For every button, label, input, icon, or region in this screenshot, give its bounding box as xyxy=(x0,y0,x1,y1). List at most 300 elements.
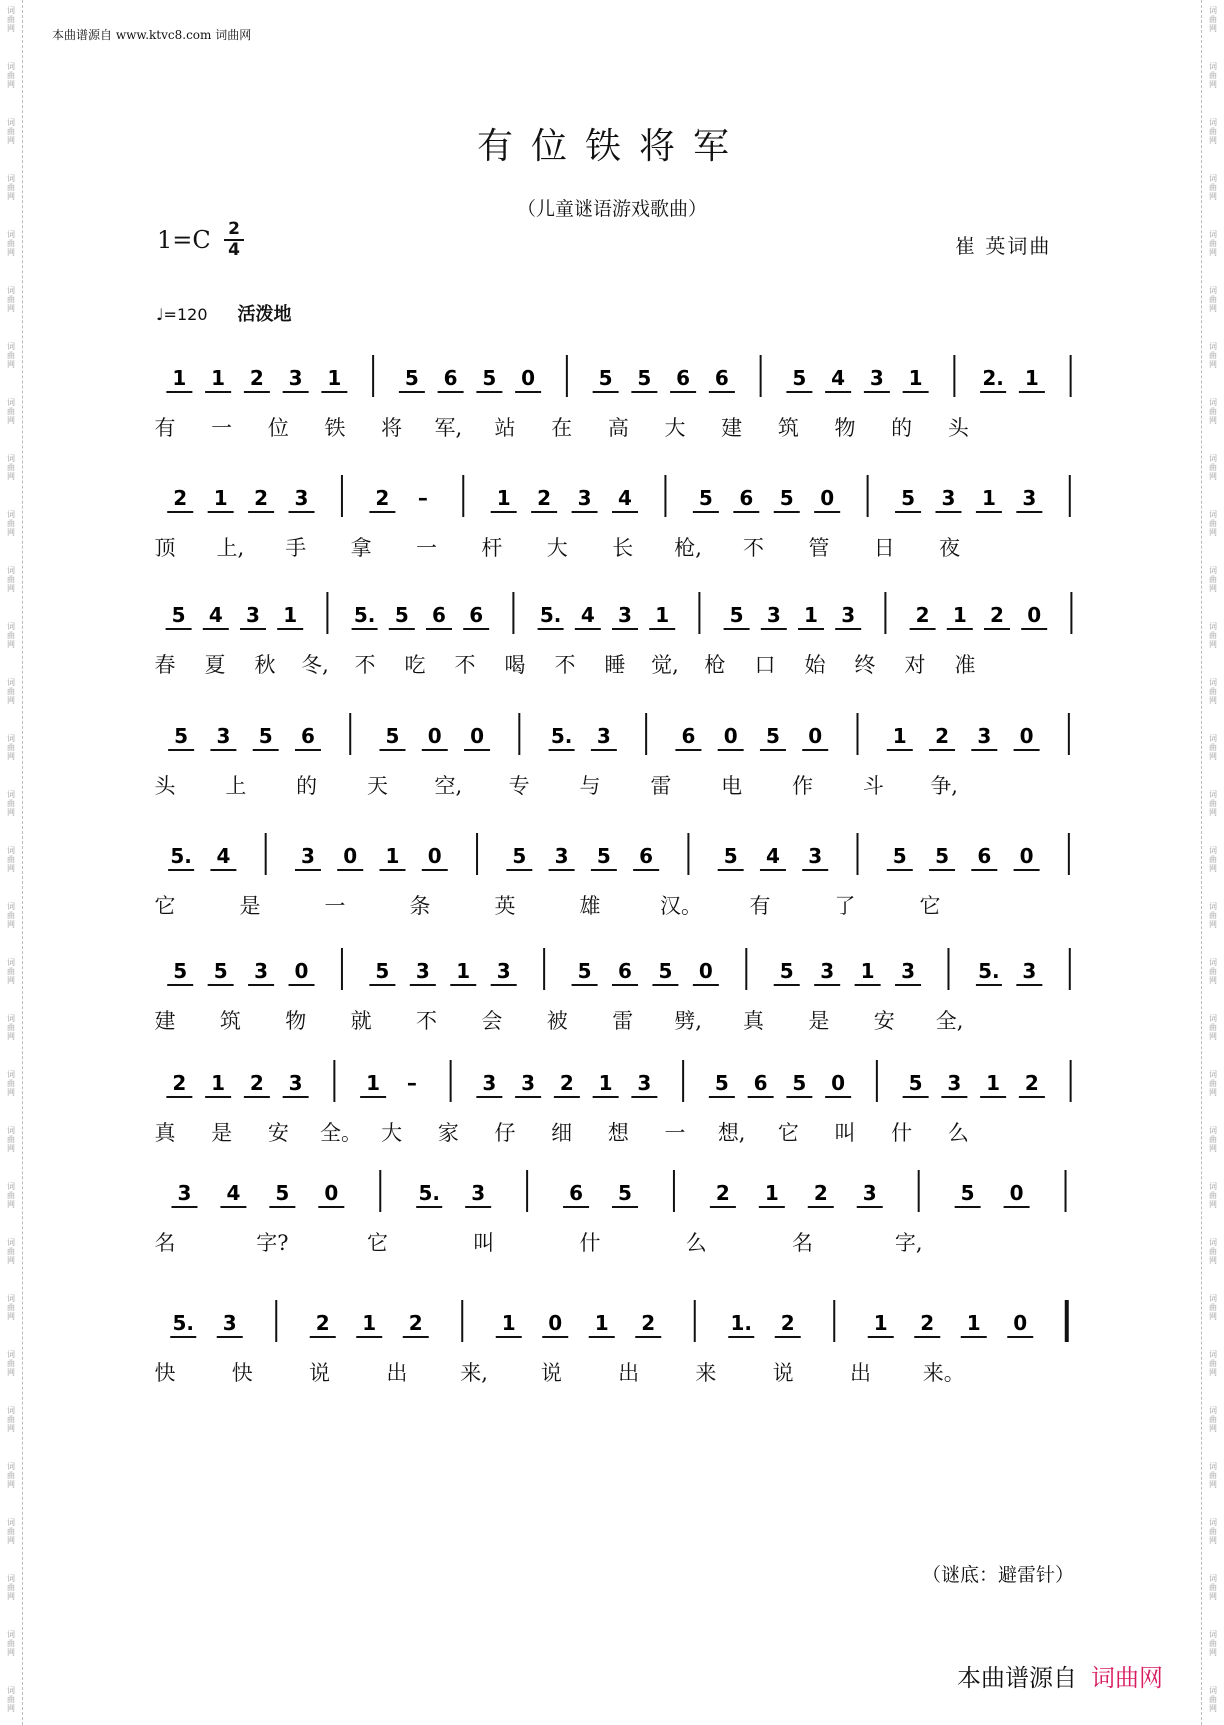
right-watermark-strip xyxy=(1201,0,1224,1725)
note: 4 xyxy=(618,486,632,510)
lyric-char: 冬, xyxy=(301,653,329,677)
note: 2 xyxy=(408,1311,423,1335)
notation-line xyxy=(150,948,1090,998)
lyric-char: 喝 xyxy=(504,653,526,677)
lyric-char: 建 xyxy=(721,416,743,440)
watermark-text: 词 曲 网 xyxy=(7,1238,15,1265)
watermark-text: 词 曲 网 xyxy=(1209,510,1217,537)
note: 0 xyxy=(1013,1311,1028,1335)
lyric-char: 出 xyxy=(386,1361,408,1385)
lyric-char: 安 xyxy=(267,1121,289,1145)
notation-line xyxy=(150,833,1090,883)
note: 3 xyxy=(288,1071,303,1095)
lyric-char: 斗 xyxy=(862,774,884,798)
note: 1 xyxy=(860,959,875,983)
lyric-char: 枪 xyxy=(704,653,726,677)
lyric-char: 全。 xyxy=(320,1121,362,1145)
note: 6 xyxy=(714,366,729,390)
lyric-char: 仔 xyxy=(494,1121,516,1145)
lyric-char: 枪, xyxy=(674,536,702,560)
note: 5 xyxy=(577,959,592,983)
lyric-char: 安 xyxy=(873,1009,895,1033)
note: 3 xyxy=(177,1181,192,1205)
note: 0 xyxy=(427,724,442,748)
time-signature xyxy=(224,219,244,260)
score-system xyxy=(150,1170,1090,1255)
watermark-text: 词 曲 网 xyxy=(7,342,15,369)
lyric-char: 日 xyxy=(873,536,895,560)
note: 1 xyxy=(594,1311,609,1335)
note: 1 xyxy=(501,1311,516,1335)
lyric-char: 不 xyxy=(554,653,576,677)
note: 6 xyxy=(739,486,754,510)
lyric-char: 一 xyxy=(324,894,346,918)
note: 5 xyxy=(404,366,419,390)
note: 1 xyxy=(213,486,228,510)
left-watermark-strip xyxy=(0,0,23,1725)
note: 1 xyxy=(598,1071,613,1095)
note: 0 xyxy=(470,724,485,748)
note: 6 xyxy=(676,366,691,390)
note: 3 xyxy=(554,844,569,868)
watermark-text: 词 曲 网 xyxy=(1209,1070,1217,1097)
watermark-text: 词 曲 网 xyxy=(7,1182,15,1209)
note: 5 xyxy=(596,844,611,868)
lyric-char: 建 xyxy=(154,1009,176,1033)
note: 0 xyxy=(831,1071,846,1095)
lyric-char: 它 xyxy=(154,894,176,918)
lyric-char: 手 xyxy=(285,536,307,560)
note: 3 xyxy=(941,486,956,510)
watermark-text: 词 曲 网 xyxy=(1209,1126,1217,1153)
tempo-bpm: =120 xyxy=(163,305,208,324)
lyric-char: 始 xyxy=(804,653,826,677)
lyric-char: 大 xyxy=(546,536,568,560)
lyric-char: 与 xyxy=(579,774,601,798)
score-system xyxy=(150,475,1090,560)
note: 5. xyxy=(539,603,562,627)
tempo-mood: 活泼地 xyxy=(237,304,292,325)
note: 5. xyxy=(978,959,1000,983)
score-system xyxy=(150,948,1090,1033)
note: 1 xyxy=(1024,366,1039,390)
watermark-text: 词 曲 网 xyxy=(7,398,15,425)
note: 5. xyxy=(170,844,192,868)
note: 6 xyxy=(753,1071,768,1095)
note: 5 xyxy=(385,724,400,748)
watermark-text: 词 曲 网 xyxy=(7,1686,15,1713)
note: 4 xyxy=(831,366,846,390)
note: 2 xyxy=(559,1071,574,1095)
note: 3 xyxy=(471,1181,486,1205)
lyric-char: 来, xyxy=(460,1361,488,1385)
watermark-text: 词 曲 网 xyxy=(7,622,15,649)
note: 3 xyxy=(869,366,884,390)
note: 3 xyxy=(222,1311,237,1335)
note: 5 xyxy=(935,844,950,868)
lyric-char: 就 xyxy=(350,1009,372,1033)
note: 5 xyxy=(658,959,673,983)
note: – xyxy=(417,486,428,510)
note: 2 xyxy=(172,1071,187,1095)
watermark-text: 词 曲 网 xyxy=(7,958,15,985)
lyric-char: 专 xyxy=(508,774,530,798)
note: 3 xyxy=(577,486,592,510)
note: 5 xyxy=(174,724,189,748)
lyric-char: 杆 xyxy=(481,536,503,560)
note: 2 xyxy=(254,486,269,510)
note: 5 xyxy=(901,486,916,510)
lyric-char: 军, xyxy=(434,416,463,440)
lyric-char: 吃 xyxy=(404,653,426,677)
lyric-char: 有 xyxy=(749,894,771,918)
note: 5 xyxy=(394,603,409,627)
note: 6 xyxy=(432,603,446,627)
note: 2 xyxy=(315,1311,330,1335)
lyric-char: 筑 xyxy=(777,416,799,440)
note: 6 xyxy=(469,603,484,627)
note: 1 xyxy=(986,1071,1001,1095)
note: 5 xyxy=(779,486,794,510)
note: 5. xyxy=(172,1311,195,1335)
watermark-text: 词 曲 网 xyxy=(7,678,15,705)
note: 1. xyxy=(730,1311,753,1335)
lyric-char: 来。 xyxy=(922,1361,965,1385)
note: 2 xyxy=(641,1311,656,1335)
lyric-char: 站 xyxy=(494,416,516,440)
note: 4 xyxy=(765,844,780,868)
note: 1 xyxy=(172,366,187,390)
note: 0 xyxy=(1019,724,1034,748)
time-signature-bottom: 4 xyxy=(228,240,240,260)
lyric-char: 作 xyxy=(792,774,813,798)
lyric-char: 一 xyxy=(416,536,438,560)
notation-line xyxy=(150,1300,1090,1350)
lyric-char: 一 xyxy=(211,416,233,440)
note: 0 xyxy=(343,844,358,868)
note: 3 xyxy=(521,1071,536,1095)
note: 5 xyxy=(173,959,188,983)
song-subtitle: （儿童谜语游戏歌曲） xyxy=(516,198,707,220)
lyric-char: 名 xyxy=(154,1231,176,1255)
footer-brand: 词曲网 xyxy=(1091,1664,1163,1692)
note: 5 xyxy=(714,1071,729,1095)
lyric-char: 春 xyxy=(154,653,176,677)
lyric-char: 上, xyxy=(216,536,245,560)
lyric-char: 物 xyxy=(285,1009,307,1033)
watermark-text: 词 曲 网 xyxy=(7,734,15,761)
composer-credit: 崔 英词曲 xyxy=(955,234,1052,258)
score-system xyxy=(150,1300,1090,1385)
lyric-char: 觉, xyxy=(651,653,679,677)
lyric-char: 在 xyxy=(551,416,573,440)
note: 2 xyxy=(249,366,264,390)
note: 2. xyxy=(982,366,1004,390)
note: 3 xyxy=(294,486,309,510)
note: 1 xyxy=(366,1071,381,1095)
lyric-char: 不 xyxy=(742,536,764,560)
lyric-char: 睡 xyxy=(604,653,626,677)
lyric-char: 天 xyxy=(367,774,388,798)
footer-source xyxy=(957,1658,1163,1693)
note: 6 xyxy=(443,366,458,390)
note: 5 xyxy=(482,366,497,390)
watermark-text: 词 曲 网 xyxy=(7,1630,15,1657)
lyric-char: 雷 xyxy=(650,774,672,798)
note: 2 xyxy=(249,1071,264,1095)
note: 5 xyxy=(698,486,713,510)
lyric-char: 将 xyxy=(381,416,403,440)
watermark-text: 词 曲 网 xyxy=(7,286,15,313)
notation-line xyxy=(150,475,1090,525)
lyric-char: 争, xyxy=(930,774,958,798)
note: 1 xyxy=(456,959,471,983)
watermark-text: 词 曲 网 xyxy=(1209,790,1217,817)
note: 5 xyxy=(723,844,738,868)
lyric-char: 雷 xyxy=(612,1009,634,1033)
note: 5. xyxy=(550,724,573,748)
notation-line xyxy=(150,1060,1090,1110)
note: 1 xyxy=(764,1181,779,1205)
note: 2 xyxy=(990,603,1004,627)
note: 3 xyxy=(300,844,315,868)
lyric-char: 是 xyxy=(239,894,261,918)
note: 3 xyxy=(618,603,632,627)
note: 5 xyxy=(598,366,613,390)
note: 5 xyxy=(792,366,807,390)
lyric-char: 它 xyxy=(919,894,941,918)
lyric-char: 了 xyxy=(834,894,856,918)
watermark-text: 词 曲 网 xyxy=(7,62,15,89)
lyric-char: 说 xyxy=(309,1361,331,1385)
note: 3 xyxy=(901,959,916,983)
note: 2 xyxy=(375,486,390,510)
lyric-char: 字? xyxy=(256,1231,289,1255)
note: 2 xyxy=(920,1311,935,1335)
note: 3 xyxy=(482,1071,497,1095)
note: 3 xyxy=(288,366,303,390)
note: 0 xyxy=(521,366,536,390)
watermark-text: 词 曲 网 xyxy=(1209,1406,1217,1433)
notation-line xyxy=(150,713,1090,763)
lyric-char: 铁 xyxy=(324,416,346,440)
lyric-char: 位 xyxy=(267,416,289,440)
note: 4 xyxy=(580,603,595,627)
lyric-char: 出 xyxy=(618,1361,640,1385)
score-system xyxy=(150,713,1090,798)
lyric-char: 不 xyxy=(354,653,376,677)
lyric-char: 管 xyxy=(808,536,830,560)
note: 1 xyxy=(952,603,967,627)
lyric-char: 想, xyxy=(717,1121,746,1145)
note: 0 xyxy=(324,1181,339,1205)
score-system xyxy=(150,592,1090,677)
lyric-char: 有 xyxy=(154,416,176,440)
note: 4 xyxy=(226,1181,241,1205)
lyric-char: 叫 xyxy=(834,1121,856,1145)
note: 1 xyxy=(655,603,670,627)
note: 6 xyxy=(977,844,992,868)
lyric-char: 说 xyxy=(772,1361,794,1385)
note: 0 xyxy=(548,1311,563,1335)
note: 1 xyxy=(892,724,907,748)
watermark-text: 词 曲 网 xyxy=(7,1462,15,1489)
note: 3 xyxy=(596,724,611,748)
note: 2 xyxy=(173,486,188,510)
watermark-text: 词 曲 网 xyxy=(1209,1630,1217,1657)
watermark-text: 词 曲 网 xyxy=(7,1350,15,1377)
note: 2 xyxy=(780,1311,795,1335)
lyric-char: 终 xyxy=(854,653,876,677)
watermark-text: 词 曲 网 xyxy=(1209,1574,1217,1601)
note: 2 xyxy=(935,724,950,748)
watermark-text: 词 曲 网 xyxy=(1209,230,1217,257)
lyric-char: 不 xyxy=(454,653,476,677)
note: 3 xyxy=(1022,486,1037,510)
score-system xyxy=(150,1060,1090,1145)
lyric-char: 空, xyxy=(434,774,463,798)
watermark-text: 词 曲 网 xyxy=(7,118,15,145)
watermark-text: 词 曲 网 xyxy=(1209,342,1217,369)
watermark-text: 词 曲 网 xyxy=(1209,286,1217,313)
note: 2 xyxy=(915,603,930,627)
watermark-text: 词 曲 网 xyxy=(1209,118,1217,145)
note: 5 xyxy=(375,959,390,983)
note: 4 xyxy=(216,844,231,868)
note: 6 xyxy=(300,724,315,748)
lyric-char: 家 xyxy=(437,1121,459,1145)
lyric-char: 么 xyxy=(947,1121,969,1145)
lyric-char: 名 xyxy=(792,1231,813,1255)
watermark-text: 词 曲 网 xyxy=(7,1406,15,1433)
note: 5 xyxy=(275,1181,290,1205)
watermark-text: 词 曲 网 xyxy=(1209,958,1217,985)
watermark-text: 词 曲 网 xyxy=(1209,1686,1217,1713)
notation-line xyxy=(150,592,1090,642)
note: 1 xyxy=(327,366,342,390)
watermark-text: 词 曲 网 xyxy=(7,1070,15,1097)
watermark-text: 词 曲 网 xyxy=(1209,1182,1217,1209)
lyric-char: 它 xyxy=(777,1121,799,1145)
quarter-note-icon: ♩ xyxy=(156,305,164,324)
watermark-text: 词 曲 网 xyxy=(7,454,15,481)
tempo-marking xyxy=(156,300,292,326)
note: 3 xyxy=(820,959,835,983)
lyric-char: 字, xyxy=(894,1231,923,1255)
lyric-char: 说 xyxy=(540,1361,562,1385)
note: 0 xyxy=(723,724,738,748)
watermark-text: 词 曲 网 xyxy=(1209,1518,1217,1545)
watermark-text: 词 曲 网 xyxy=(7,174,15,201)
watermark-text: 词 曲 网 xyxy=(7,6,15,33)
lyric-char: 雄 xyxy=(579,894,601,918)
lyric-char: 不 xyxy=(416,1009,438,1033)
lyric-char: 快 xyxy=(231,1361,253,1385)
lyric-char: 准 xyxy=(954,653,976,677)
watermark-text: 词 曲 网 xyxy=(1209,6,1217,33)
note: 1 xyxy=(385,844,400,868)
lyric-char: 来 xyxy=(695,1361,717,1385)
note: 0 xyxy=(808,724,823,748)
note: 3 xyxy=(415,959,430,983)
watermark-text: 词 曲 网 xyxy=(1209,734,1217,761)
lyric-char: 的 xyxy=(891,416,913,440)
note: 5 xyxy=(908,1071,923,1095)
lyric-char: 对 xyxy=(904,653,926,677)
note: 0 xyxy=(1027,603,1042,627)
note: 4 xyxy=(208,603,223,627)
note: 3 xyxy=(254,959,269,983)
note: 5. xyxy=(418,1181,440,1205)
time-signature-top: 2 xyxy=(228,219,240,239)
note: 0 xyxy=(1009,1181,1024,1205)
lyric-char: 筑 xyxy=(219,1009,241,1033)
lyric-char: 什 xyxy=(579,1231,601,1255)
note: 1 xyxy=(804,603,818,627)
lyric-char: 英 xyxy=(494,894,516,918)
note: 2 xyxy=(813,1181,828,1205)
note: 5 xyxy=(213,959,228,983)
note: 6 xyxy=(618,959,632,983)
lyric-char: 汉。 xyxy=(660,894,702,918)
note: 6 xyxy=(681,724,696,748)
watermark-text: 词 曲 网 xyxy=(7,846,15,873)
lyric-char: 细 xyxy=(551,1121,573,1145)
watermark-text: 词 曲 网 xyxy=(1209,902,1217,929)
note: 3 xyxy=(808,844,823,868)
note: 0 xyxy=(294,959,309,983)
note: 3 xyxy=(862,1181,877,1205)
watermark-text: 词 曲 网 xyxy=(7,1014,15,1041)
watermark-text: 词 曲 网 xyxy=(1209,62,1217,89)
lyric-char: 全, xyxy=(935,1009,964,1033)
lyric-char: 想 xyxy=(607,1121,629,1145)
note: 2 xyxy=(715,1181,730,1205)
watermark-text: 词 曲 网 xyxy=(1209,678,1217,705)
lyric-char: 么 xyxy=(685,1231,707,1255)
watermark-text: 词 曲 网 xyxy=(1209,846,1217,873)
note: 5 xyxy=(171,603,186,627)
notation-line xyxy=(150,1170,1090,1220)
score-system xyxy=(150,355,1090,440)
note: 3 xyxy=(947,1071,962,1095)
watermark-text: 词 曲 网 xyxy=(1209,1238,1217,1265)
lyric-char: 被 xyxy=(546,1009,568,1033)
note: 3 xyxy=(216,724,231,748)
watermark-text: 词 曲 网 xyxy=(1209,622,1217,649)
lyric-char: 条 xyxy=(409,894,431,918)
lyric-char: 拿 xyxy=(350,536,372,560)
note: 1 xyxy=(496,486,511,510)
note: 1 xyxy=(211,1071,226,1095)
note: 6 xyxy=(639,844,654,868)
note: 5 xyxy=(765,724,780,748)
watermark-text: 词 曲 网 xyxy=(7,230,15,257)
watermark-text: 词 曲 网 xyxy=(1209,1462,1217,1489)
note: 5 xyxy=(892,844,907,868)
note: 2 xyxy=(1024,1071,1039,1095)
note: 1 xyxy=(981,486,996,510)
watermark-text: 词 曲 网 xyxy=(7,1574,15,1601)
note: 0 xyxy=(1019,844,1034,868)
watermark-text: 词 曲 网 xyxy=(1209,566,1217,593)
note: 5 xyxy=(792,1071,807,1095)
lyric-char: 劈, xyxy=(674,1009,702,1033)
note: 3 xyxy=(637,1071,652,1095)
note: 5 xyxy=(637,366,652,390)
lyric-char: 高 xyxy=(607,416,629,440)
lyric-char: 大 xyxy=(381,1121,403,1145)
